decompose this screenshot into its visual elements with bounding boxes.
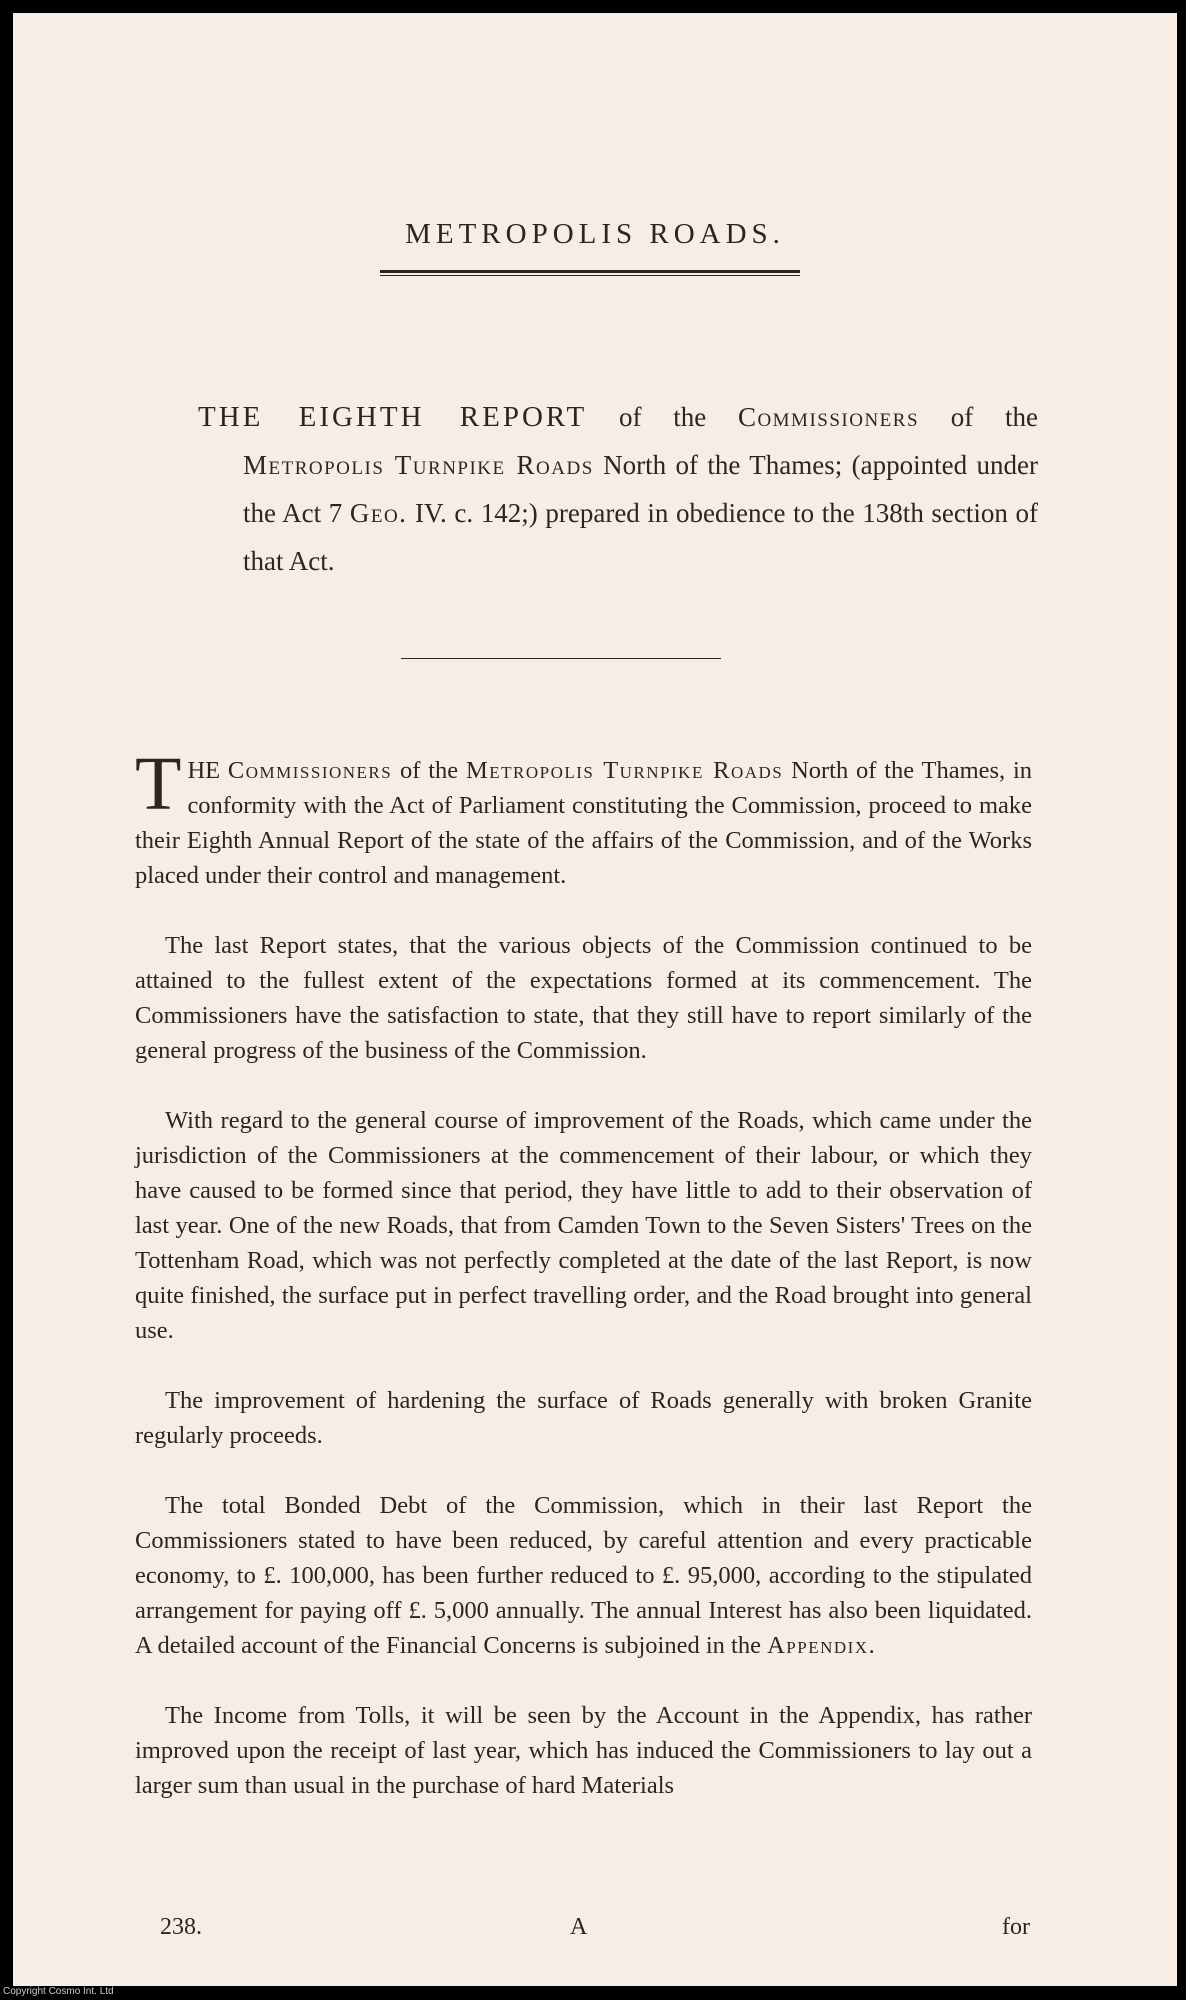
page-title: METROPOLIS ROADS. (405, 218, 785, 250)
paragraph-3: With regard to the general course of improvement of the Roads, which came under the jurisdiction of the Commissioners at the commencement of their labour, or which they have caused to be formed since that period, they have little to add to their observation of last year. One of the new Roads, that from Camden Town to the Seven Sisters' Trees on the Tottenham Road, which was not perfectly completed at the date of the last Report, is now quite finished, the surface put in perfect travelling order, and the Road brought into general use. (135, 1107, 1032, 1344)
copyright-notice: Copyright Cosmo Int. Ltd (3, 1986, 114, 1997)
paragraph-5: The total Bonded Debt of the Commission, which in their last Report the Commissioners stated to have been reduced, by careful attention and every practicable economy, to £. 100,000, has been further reduced to £. 95,000, according to the stipulated arrangement for paying off £. 5,000 annually. The annual Interest has also been liquidated. A detailed account of the Financial Concerns is subjoined in the Appendix. (135, 1492, 1032, 1659)
paragraph-2: The last Report states, that the various objects of the Commission continued to be attained to the fullest extent of the expectations formed at its commencement. The Commissioners have the satisfaction to state, that they still have to report similarly of the general progress of the business of the Commission. (135, 932, 1032, 1064)
report-body (135, 742, 1033, 1838)
paragraph-6: The Income from Tolls, it will be seen by the Account in the Appendix, has rather improved upon the receipt of last year, which has induced the Commissioners to lay out a larger sum than usual in the purchase of hard Materials (135, 1702, 1032, 1799)
catchword: for (1002, 1914, 1030, 1940)
drop-cap: T (135, 742, 182, 826)
paragraph-1: THE Commissioners of the Metropolis Turnpike Roads North of the Thames, in conformity with the Act of Parliament constituting the Commission, proceed to make their Eighth Annual Report of the state of the affairs of the Commission, and of the Works placed under their control and management. (135, 742, 1033, 889)
title-double-rule (380, 270, 800, 276)
report-heading (198, 393, 1038, 585)
heading-lead: THE EIGHTH REPORT (198, 401, 588, 433)
document-page (13, 13, 1177, 1986)
heading-continuation: Metropolis Turnpike Roads North of the Thames; (appointed under the Act 7 Geo. IV. c. 142;) prepared in obedience to the 138th section of that Act. (243, 450, 1039, 576)
heading-line-1: THE EIGHTH REPORT of the Commissioners of the (198, 401, 1039, 433)
section-divider (401, 658, 721, 659)
page-number: 238. (160, 1914, 202, 1940)
paragraph-4: The improvement of hardening the surface of Roads generally with broken Granite regularly proceeds. (135, 1387, 1032, 1449)
signature-mark: A (570, 1914, 588, 1940)
